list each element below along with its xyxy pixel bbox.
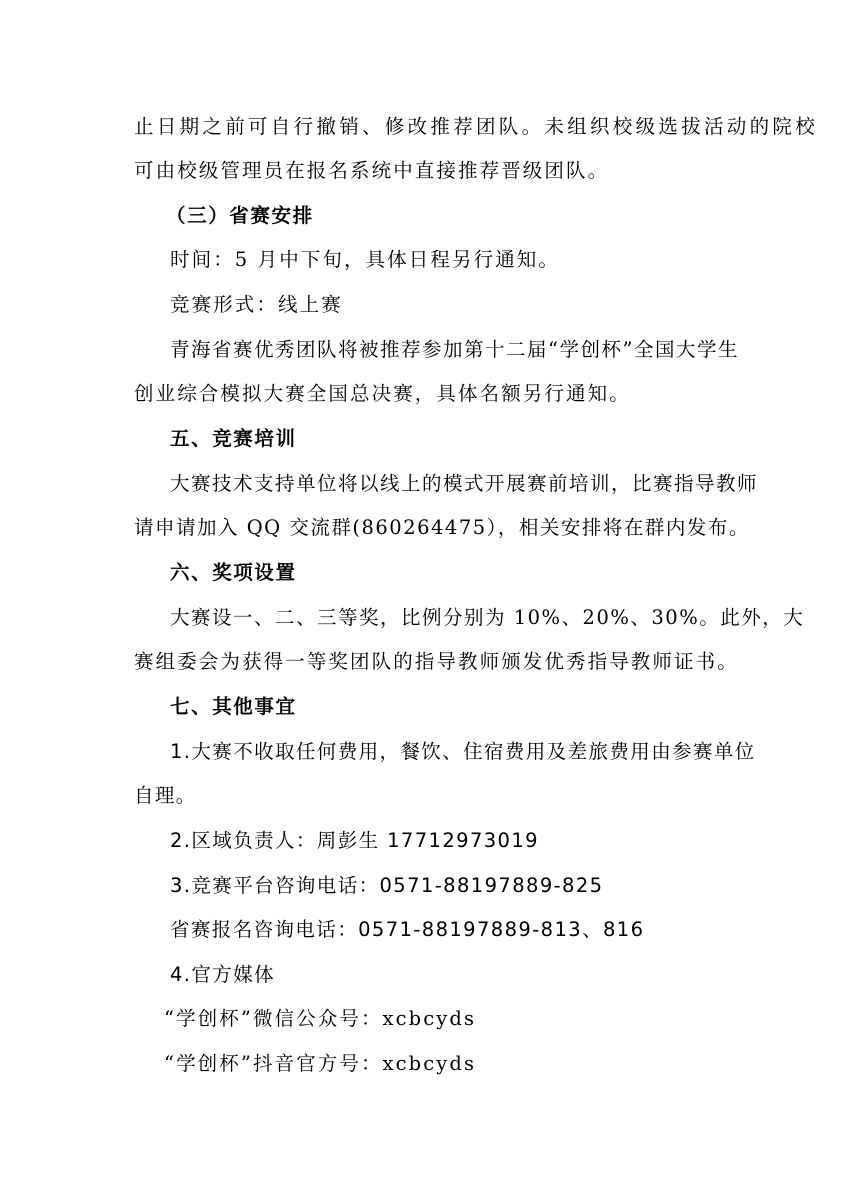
douyin-account: “学创杯”抖音官方号：xcbcyds: [164, 1052, 477, 1075]
format-line: 竞赛形式：线上赛: [170, 293, 343, 316]
paragraph-line: 大赛设一、二、三等奖，比例分别为 10%、20%、30%。此外，大: [170, 606, 805, 629]
list-item-media: 4.官方媒体: [170, 963, 276, 986]
wechat-account: “学创杯”微信公众号：xcbcyds: [164, 1007, 477, 1030]
section-heading-awards: 六、奖项设置: [170, 561, 297, 584]
paragraph-line: 大赛技术支持单位将以线上的模式开展赛前培训，比赛指导教师: [170, 472, 759, 495]
time-line: 时间：5 月中下旬，具体日程另行通知。: [170, 248, 561, 271]
registration-phone: 省赛报名咨询电话：0571-88197889-813、816: [170, 918, 645, 941]
paragraph-line: 赛组委会为获得一等奖团队的指导教师颁发优秀指导教师证书。: [134, 650, 739, 673]
list-item-contact: 2.区域负责人：周彭生 17712973019: [170, 829, 539, 852]
list-item-fees: 1.大赛不收取任何费用，餐饮、住宿费用及差旅费用由参赛单位: [170, 740, 756, 763]
paragraph-line: 可由校级管理员在报名系统中直接推荐晋级团队。: [134, 159, 610, 182]
list-item-platform-phone: 3.竞赛平台咨询电话：0571-88197889-825: [170, 874, 604, 897]
section-heading-other: 七、其他事宜: [170, 695, 297, 718]
section-heading-training: 五、竞赛培训: [170, 427, 297, 450]
paragraph-line: 止日期之前可自行撤销、修改推荐团队。未组织校级选拔活动的院校: [134, 115, 819, 138]
section-heading-provincial: （三）省赛安排: [166, 204, 314, 227]
paragraph-line: 青海省赛优秀团队将被推荐参加第十二届“学创杯”全国大学生: [170, 338, 739, 361]
list-item-fees-cont: 自理。: [134, 784, 197, 807]
paragraph-line: 创业综合模拟大赛全国总决赛，具体名额另行通知。: [134, 382, 631, 405]
paragraph-line: 请申请加入 QQ 交流群(860264475），相关安排将在群内发布。: [134, 516, 750, 539]
